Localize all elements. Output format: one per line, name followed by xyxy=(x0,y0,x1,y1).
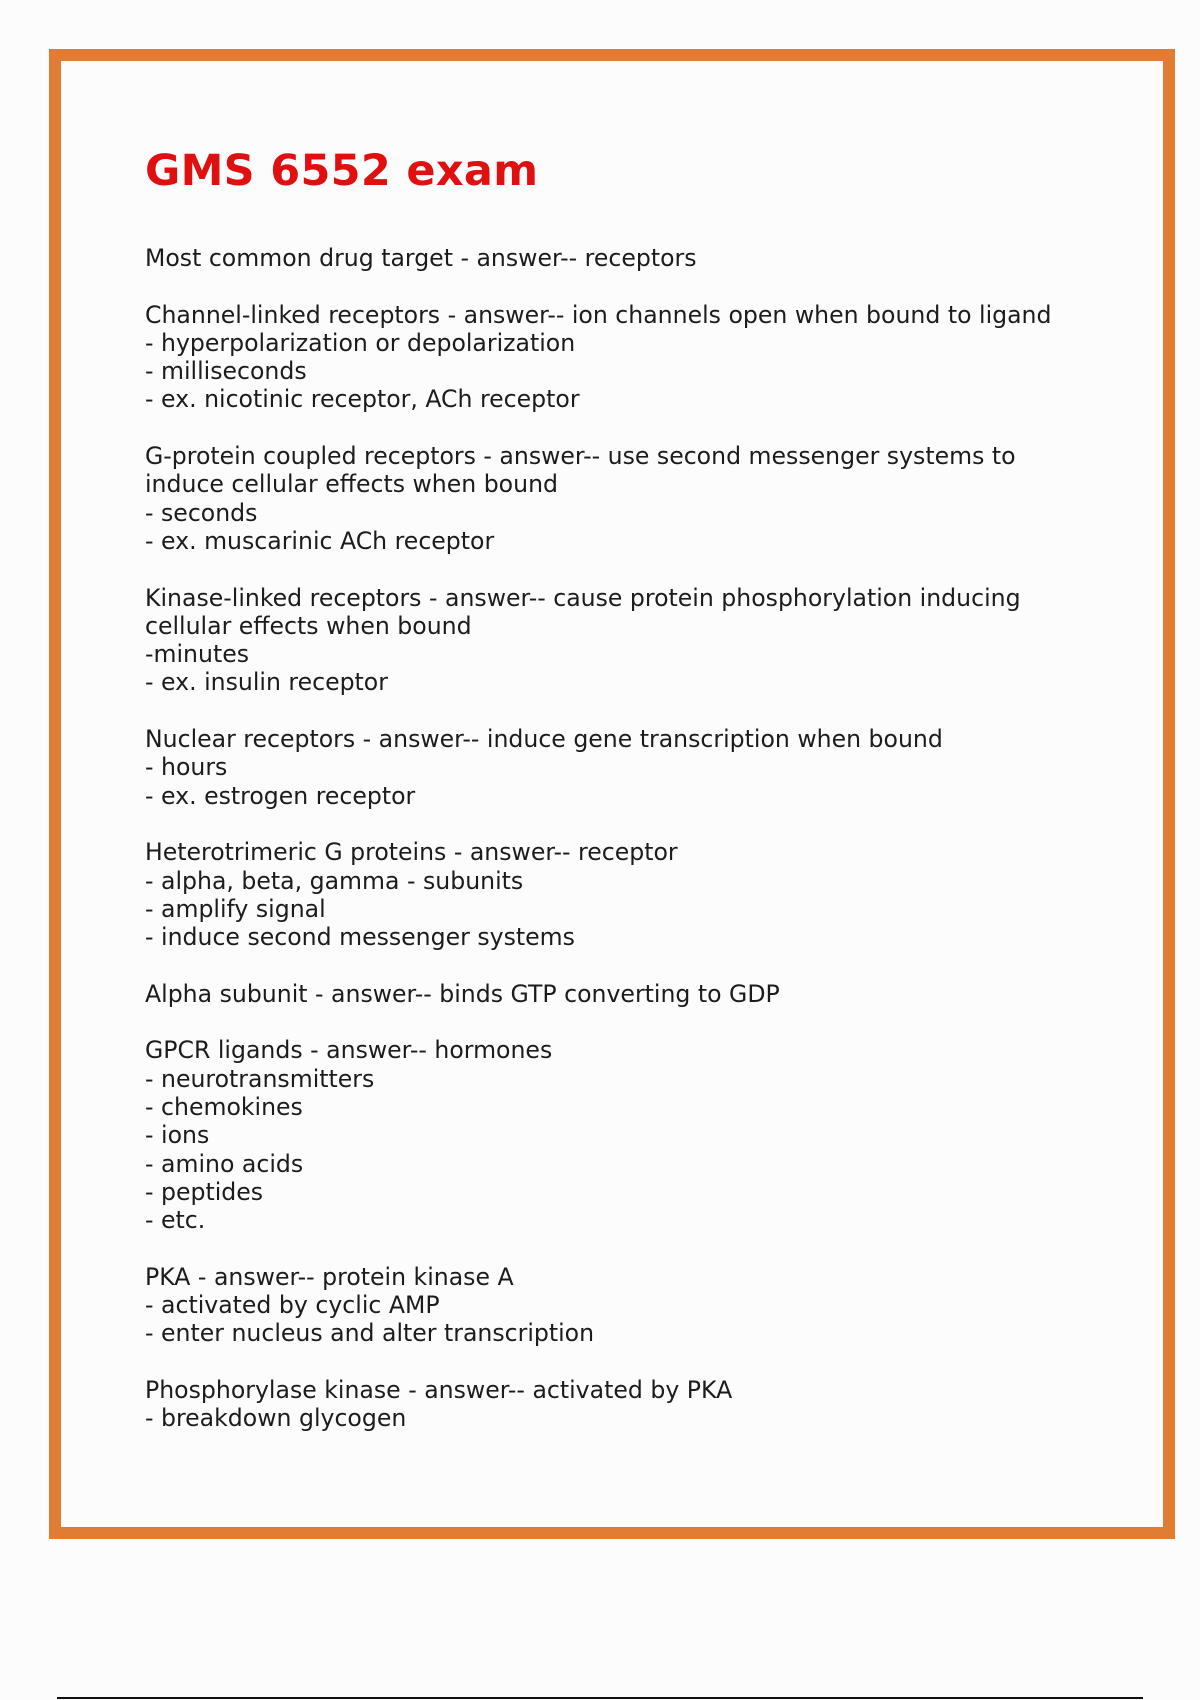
document-content xyxy=(145,140,1145,1461)
entry-line: - neurotransmitters xyxy=(145,1064,375,1093)
entry-line: - hyperpolarization or depolarization xyxy=(145,328,576,357)
entry-line: - amino acids xyxy=(145,1149,304,1178)
entry-channel-linked-receptors xyxy=(145,301,1145,414)
entry-pka xyxy=(145,1263,1145,1348)
entry-line: - ions xyxy=(145,1121,210,1150)
entry-line: - ex. estrogen receptor xyxy=(145,781,416,810)
entry-g-protein-coupled-receptors xyxy=(145,442,1145,555)
entry-line: - enter nucleus and alter transcription xyxy=(145,1319,595,1348)
entry-line: - etc. xyxy=(145,1206,206,1235)
entry-line: induce cellular effects when bound xyxy=(145,470,559,499)
entry-line: Nuclear receptors - answer-- induce gene transcription when bound xyxy=(145,725,943,754)
entry-line: - chemokines xyxy=(145,1092,303,1121)
entry-line: - hours xyxy=(145,753,228,782)
entry-line: PKA - answer-- protein kinase A xyxy=(145,1262,514,1291)
entry-line: - seconds xyxy=(145,498,258,527)
entry-line: Alpha subunit - answer-- binds GTP converting to GDP xyxy=(145,979,780,1008)
entry-most-common-drug-target xyxy=(145,244,1145,272)
entry-line: cellular effects when bound xyxy=(145,611,472,640)
entry-alpha-subunit xyxy=(145,980,1145,1008)
entry-gpcr-ligands xyxy=(145,1036,1145,1234)
entry-line: Most common drug target - answer-- receptors xyxy=(145,244,697,272)
entry-heterotrimeric-g-proteins xyxy=(145,838,1145,951)
entry-line: - ex. nicotinic receptor, ACh receptor xyxy=(145,385,580,414)
entry-line: - induce second messenger systems xyxy=(145,923,575,952)
entry-line: Kinase-linked receptors - answer-- cause protein phosphorylation inducing xyxy=(145,583,1021,612)
entry-line: Phosphorylase kinase - answer-- activated by PKA xyxy=(145,1375,733,1404)
entry-line: - ex. insulin receptor xyxy=(145,668,388,697)
entry-line: - activated by cyclic AMP xyxy=(145,1290,440,1319)
entry-line: GPCR ligands - answer-- hormones xyxy=(145,1036,553,1065)
entry-line: - amplify signal xyxy=(145,894,326,923)
entry-nuclear-receptors xyxy=(145,725,1145,810)
page-title: GMS 6552 exam xyxy=(145,146,539,196)
entry-line: - alpha, beta, gamma - subunits xyxy=(145,866,524,895)
footer-divider xyxy=(57,1697,1143,1699)
entry-line: - milliseconds xyxy=(145,357,307,386)
entry-phosphorylase-kinase xyxy=(145,1376,1145,1433)
entry-line: G-protein coupled receptors - answer-- use second messenger systems to xyxy=(145,442,1016,471)
entry-line: - breakdown glycogen xyxy=(145,1404,407,1433)
entry-line: -minutes xyxy=(145,640,250,669)
entry-kinase-linked-receptors xyxy=(145,584,1145,697)
entry-line: - ex. muscarinic ACh receptor xyxy=(145,526,495,555)
entry-line: - peptides xyxy=(145,1177,264,1206)
entry-list xyxy=(145,244,1145,1432)
entry-line: Channel-linked receptors - answer-- ion channels open when bound to ligand xyxy=(145,300,1052,329)
entry-line: Heterotrimeric G proteins - answer-- receptor xyxy=(145,838,678,867)
